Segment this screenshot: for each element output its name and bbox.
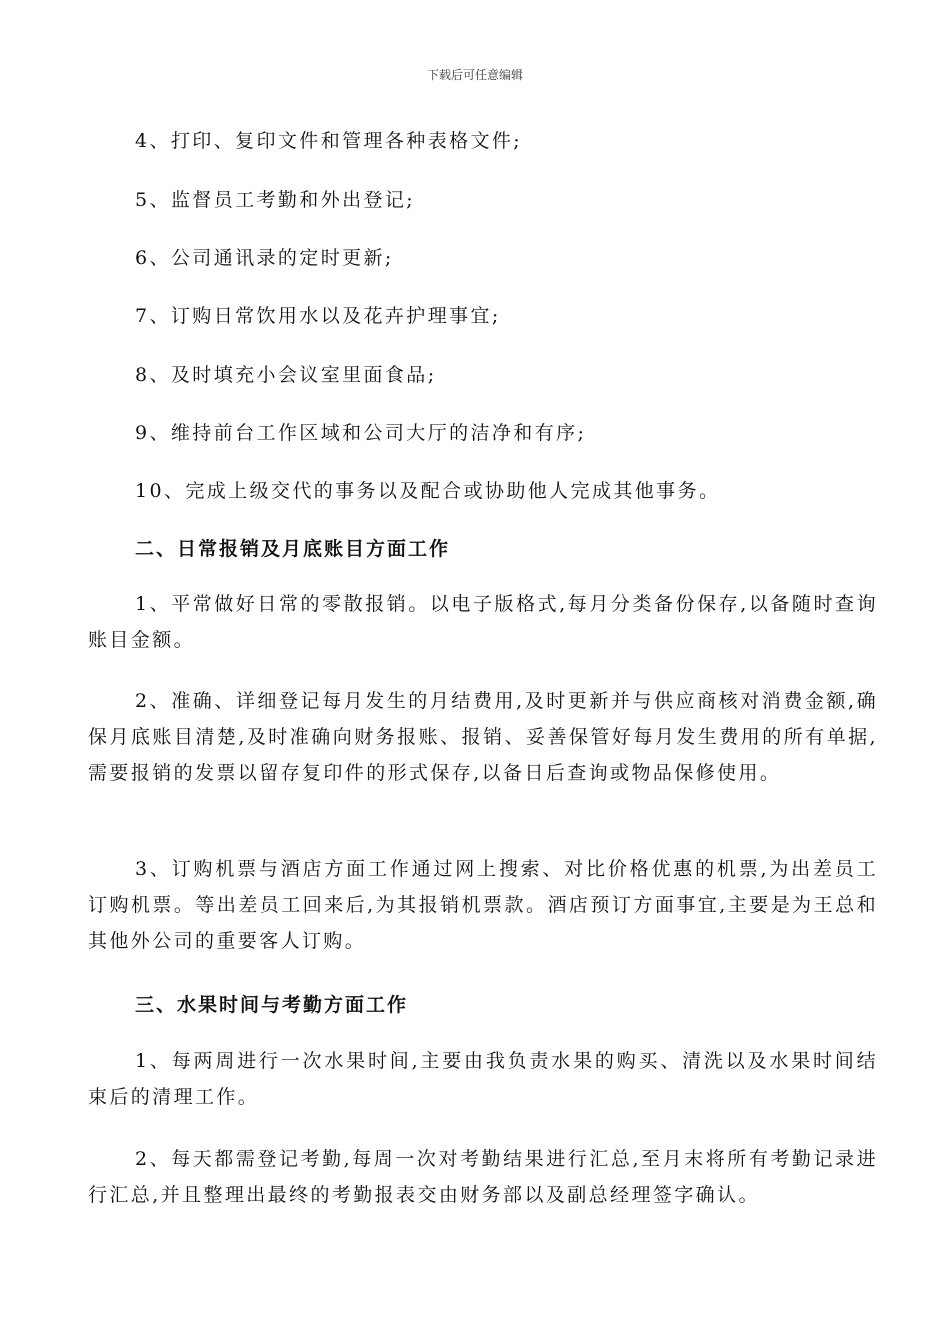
- list-item-8: 8、及时填充小会议室里面食品;: [135, 364, 437, 386]
- section2-paragraph-2: 2、准确、详细登记每月发生的月结费用,及时更新并与供应商核对消费金额,确保月底账目清楚,及时准确向财务报账、报销、妥善保管好每月发生费用的所有单据,需要报销的发票以留存复印件的形式保存,以备日后查询或物品保修使用。: [88, 690, 878, 784]
- list-item-7: 7、订购日常饮用水以及花卉护理事宜;: [135, 305, 501, 327]
- list-item-4: 4、打印、复印文件和管理各种表格文件;: [135, 130, 523, 152]
- section-heading-2: 二、日常报销及月底账目方面工作: [135, 538, 451, 560]
- list-item-6: 6、公司通讯录的定时更新;: [135, 247, 394, 269]
- section-heading-3: 三、水果时间与考勤方面工作: [135, 994, 409, 1016]
- list-item-5: 5、监督员工考勤和外出登记;: [135, 189, 416, 211]
- list-item-9: 9、维持前台工作区域和公司大厅的洁净和有序;: [135, 422, 587, 444]
- section2-paragraph-1: 1、平常做好日常的零散报销。以电子版格式,每月分类备份保存,以备随时查询账目金额。: [88, 593, 878, 651]
- section2-paragraph-3: 3、订购机票与酒店方面工作通过网上搜索、对比价格优惠的机票,为出差员工订购机票。等出差员工回来后,为其报销机票款。酒店预订方面事宜,主要是为王总和其他外公司的重要客人订购。: [88, 858, 878, 952]
- list-item-10: 10、完成上级交代的事务以及配合或协助他人完成其他事务。: [135, 480, 721, 502]
- section3-paragraph-2: 2、每天都需登记考勤,每周一次对考勤结果进行汇总,至月末将所有考勤记录进行汇总,并且整理出最终的考勤报表交由财务部以及副总经理签字确认。: [88, 1148, 878, 1206]
- page-header-note: 下载后可任意编辑: [426, 68, 523, 82]
- section3-paragraph-1: 1、每两周进行一次水果时间,主要由我负责水果的购买、清洗以及水果时间结束后的清理工作。: [88, 1050, 878, 1108]
